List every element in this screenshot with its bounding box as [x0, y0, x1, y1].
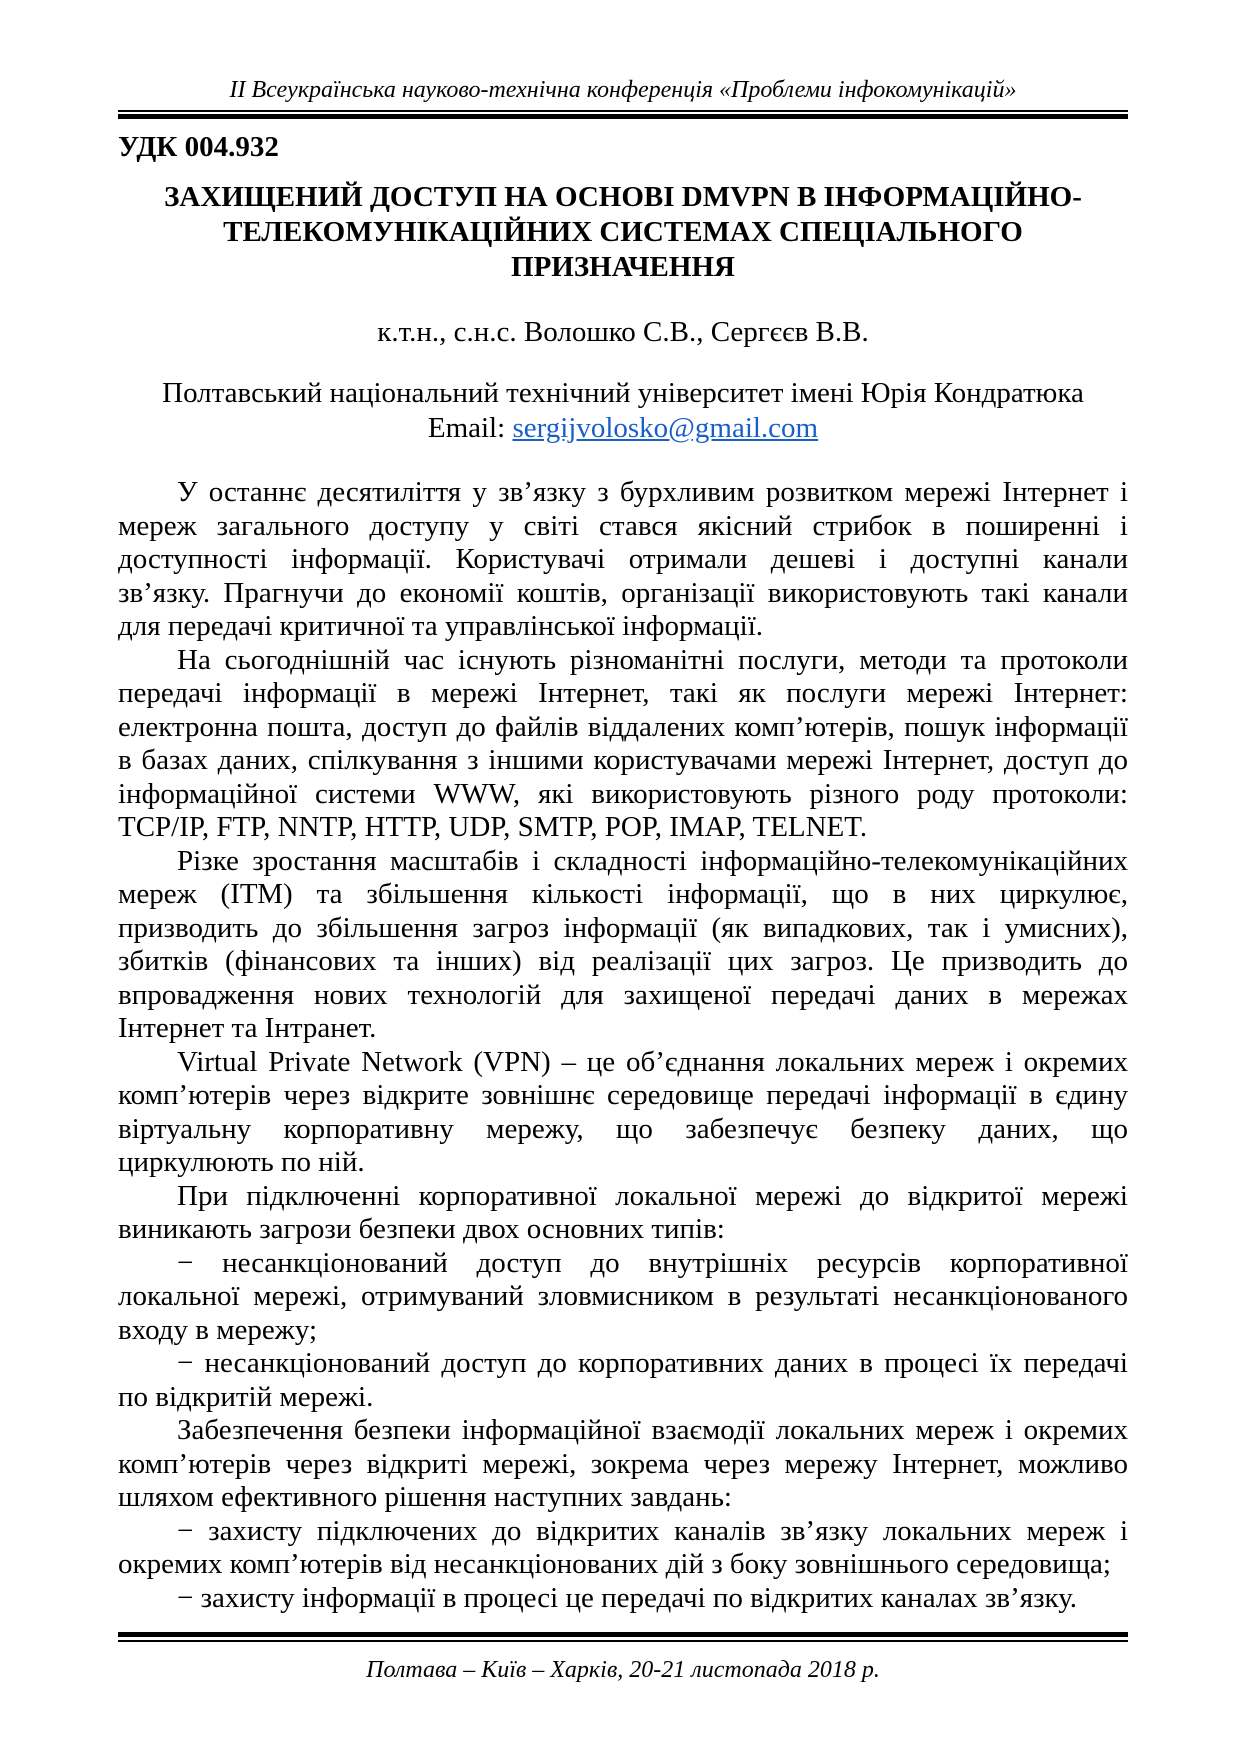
paragraph [118, 1582, 1128, 1616]
text-line: шляхом ефективного рішення наступних завдань: [118, 1481, 732, 1513]
running-header: ІІ Всеукраїнська науково-технічна конференція «Проблеми інфокомунікацій» [229, 77, 1017, 103]
email-label: Email: [427, 412, 513, 444]
text-line: Інтернет та Інтранет. [118, 1012, 377, 1044]
paragraph [118, 1247, 1128, 1348]
text-line: − несанкціонований доступ до корпоративних даних в процесі їх передачі [177, 1347, 1128, 1379]
text-line: циркулюють по ній. [118, 1146, 365, 1178]
header-rule-thin [118, 110, 1128, 112]
title-line: ПРИЗНАЧЕННЯ [511, 251, 735, 283]
text-line: Virtual Private Network (VPN) – це об’єднання локальних мереж і окремих [177, 1045, 1128, 1078]
text-line: локальної мережі, отримуваний зловмисником в результаті несанкціонованого [118, 1280, 1128, 1312]
authors: к.т.н., с.н.с. Волошко С.В., Сергєєв В.В. [377, 316, 869, 348]
running-footer: Полтава – Київ – Харків, 20-21 листопада 2018 р. [366, 1657, 880, 1683]
text-line: Різке зростання масштабів і складності інформаційно-телекомунікаційних [177, 844, 1128, 877]
affiliation-block [118, 376, 1128, 446]
text-line: мереж (ІТМ) та збільшення кількості інформації, що в них циркулює, [118, 878, 1128, 910]
text-line: доступності інформації. Користувачі отримали дешеві і доступні канали [118, 543, 1128, 575]
udk-code: УДК 004.932 [118, 131, 279, 163]
text-line: Забезпечення безпеки інформаційної взаємодії локальних мереж і окремих [177, 1414, 1128, 1446]
paragraph [118, 1046, 1128, 1180]
text-line: призводить до збільшення загроз інформації (як випадкових, так і умисних), [118, 911, 1128, 944]
text-line: На сьогоднішній час існують різноманітні послуги, методи та протоколи [177, 643, 1128, 676]
text-line: віртуальну корпоративну мережу, що забезпечує безпеку даних, що [118, 1112, 1128, 1145]
title-line: ТЕЛЕКОМУНІКАЦІЙНИХ СИСТЕМАХ СПЕЦІАЛЬНОГО [223, 216, 1023, 248]
title-line: ЗАХИЩЕНИЙ ДОСТУП НА ОСНОВІ DMVPN В ІНФОРМАЦІЙНО- [164, 181, 1082, 213]
text-line: інформаційної системи WWW, які використовують різного роду протоколи: [118, 777, 1128, 810]
paragraph [118, 1180, 1128, 1247]
text-line: збитків (фінансових та інших) від реалізації цих загроз. Це призводить до [118, 945, 1128, 977]
body-text [118, 476, 1128, 1615]
paragraph [118, 1515, 1128, 1582]
text-line: − несанкціонований доступ до внутрішніх ресурсів корпоративної [177, 1246, 1128, 1279]
text-line: окремих комп’ютерів від несанкціонованих дій з боку зовнішнього середовища; [118, 1548, 1111, 1580]
footer-rule-thin [118, 1640, 1128, 1642]
email-link[interactable]: sergijvolosko@gmail.com [512, 412, 819, 444]
text-line: в базах даних, спілкування з іншими користувачами мережі Інтернет, доступ до [118, 744, 1128, 776]
affiliation: Полтавський національний технічний університет імені Юрія Кондратюка [162, 377, 1084, 409]
header-rule-thick [118, 114, 1128, 119]
footer-rule-thick [118, 1632, 1128, 1637]
text-line: комп’ютерів через відкрите зовнішнє середовище передачі інформації в єдину [118, 1079, 1128, 1111]
text-line: − захисту інформації в процесі це передачі по відкритих каналах зв’язку. [177, 1581, 1078, 1614]
text-line: TCP/IP, FTP, NNTP, HTTP, UDP, SMTP, POP, IMAP, TELNET. [118, 811, 868, 843]
paper-title [118, 180, 1128, 285]
text-line: зв’язку. Прагнучи до економії коштів, організації використовують такі канали [118, 576, 1128, 609]
paragraph [118, 1414, 1128, 1515]
text-line: входу в мережу; [118, 1313, 318, 1346]
text-line: мереж загального доступу у світі стався якісний стрибок в поширенні і [118, 509, 1128, 542]
paragraph [118, 476, 1128, 644]
text-line: виникають загрози безпеки двох основних типів: [118, 1213, 725, 1245]
text-line: для передачі критичної та управлінської інформації. [118, 610, 764, 642]
text-line: передачі інформації в мережі Інтернет, такі як послуги мережі Інтернет: [118, 677, 1128, 709]
paragraph [118, 644, 1128, 845]
text-line: − захисту підключених до відкритих каналів зв’язку локальних мереж і [177, 1514, 1128, 1547]
text-line: У останнє десятиліття у зв’язку з бурхливим розвитком мережі Інтернет і [177, 476, 1128, 508]
text-line: комп’ютерів через відкриті мережі, зокрема через мережу Інтернет, можливо [118, 1447, 1128, 1480]
text-line: При підключенні корпоративної локальної мережі до відкритої мережі [177, 1179, 1128, 1212]
text-line: впровадження нових технологій для захищеної передачі даних в мережах [118, 978, 1128, 1011]
email-line [118, 411, 1128, 446]
text-line: по відкритій мережі. [118, 1380, 374, 1413]
text-line: електронна пошта, доступ до файлів віддалених комп’ютерів, пошук інформації [118, 710, 1128, 743]
paragraph [118, 845, 1128, 1046]
paragraph [118, 1347, 1128, 1414]
